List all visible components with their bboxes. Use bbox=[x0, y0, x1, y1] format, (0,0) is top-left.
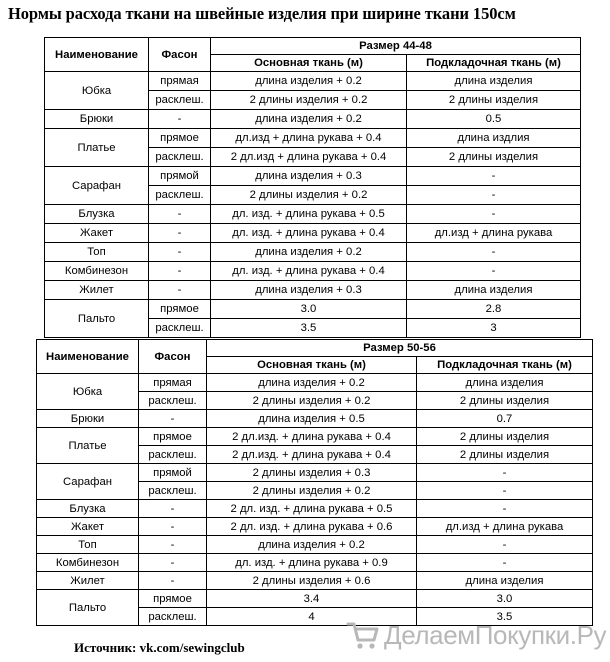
style-cell: - bbox=[139, 536, 207, 554]
main-fabric-cell: 2 дл.изд. + длина рукава + 0.4 bbox=[207, 428, 417, 446]
item-name-cell: Блузка bbox=[45, 205, 149, 224]
item-name-cell: Брюки bbox=[45, 110, 149, 129]
main-fabric-cell: 2 длины изделия + 0.2 bbox=[211, 186, 407, 205]
main-fabric-cell: 2 длины изделия + 0.3 bbox=[207, 464, 417, 482]
table-row bbox=[45, 72, 581, 91]
style-cell: - bbox=[149, 281, 211, 300]
main-fabric-cell: дл. изд. + длина рукава + 0.5 bbox=[211, 205, 407, 224]
lining-fabric-cell: 2 длины изделия bbox=[417, 392, 593, 410]
lining-fabric-cell: - bbox=[417, 500, 593, 518]
main-fabric-cell: 2 длины изделия + 0.2 bbox=[207, 392, 417, 410]
item-name-cell: Юбка bbox=[37, 374, 139, 410]
style-cell: расклеш. bbox=[139, 446, 207, 464]
lining-fabric-cell: 2 длины изделия bbox=[417, 428, 593, 446]
item-name-cell: Блузка bbox=[37, 500, 139, 518]
style-cell: прямое bbox=[139, 428, 207, 446]
shopping-cart-icon bbox=[346, 620, 380, 650]
main-fabric-cell: 2 длины изделия + 0.2 bbox=[207, 482, 417, 500]
style-cell: прямой bbox=[139, 464, 207, 482]
style-cell: прямая bbox=[139, 374, 207, 392]
item-name-cell: Жилет bbox=[45, 281, 149, 300]
lining-fabric-cell: - bbox=[407, 186, 581, 205]
item-name-cell: Платье bbox=[37, 428, 139, 464]
style-cell: - bbox=[149, 110, 211, 129]
item-name-cell: Комбинезон bbox=[45, 262, 149, 281]
style-cell: прямое bbox=[149, 129, 211, 148]
lining-fabric-cell: 2 длины изделия bbox=[407, 148, 581, 167]
table-row bbox=[45, 167, 581, 186]
main-fabric-cell: 3.0 bbox=[211, 300, 407, 319]
lining-fabric-cell: длина издлия bbox=[407, 129, 581, 148]
style-cell: - bbox=[149, 262, 211, 281]
main-fabric-cell: 4 bbox=[207, 608, 417, 626]
style-cell: прямое bbox=[149, 300, 211, 319]
column-header-main-fabric: Основная ткань (м) bbox=[207, 357, 417, 374]
header-row bbox=[45, 38, 581, 55]
column-header-name: Наименование bbox=[45, 38, 149, 72]
style-cell: прямой bbox=[149, 167, 211, 186]
style-cell: - bbox=[139, 500, 207, 518]
main-fabric-cell: 2 длины изделия + 0.2 bbox=[211, 91, 407, 110]
lining-fabric-cell: длина изделия bbox=[417, 374, 593, 392]
main-fabric-cell: 2 дл.изд + длина рукава + 0.4 bbox=[211, 148, 407, 167]
main-fabric-cell: 2 длины изделия + 0.6 bbox=[207, 572, 417, 590]
watermark-text: ДелаемПокупки.Ру bbox=[384, 619, 607, 650]
column-header-style: Фасон bbox=[149, 38, 211, 72]
style-cell: - bbox=[149, 205, 211, 224]
item-name-cell: Жакет bbox=[37, 518, 139, 536]
main-fabric-cell: дл. изд. + длина рукава + 0.4 bbox=[211, 262, 407, 281]
style-cell: - bbox=[139, 572, 207, 590]
style-cell: - bbox=[149, 243, 211, 262]
main-fabric-cell: длина изделия + 0.2 bbox=[207, 374, 417, 392]
style-cell: - bbox=[139, 518, 207, 536]
table-row bbox=[37, 536, 593, 554]
column-header-main-fabric: Основная ткань (м) bbox=[211, 55, 407, 72]
item-name-cell: Брюки bbox=[37, 410, 139, 428]
main-fabric-cell: 3.5 bbox=[211, 319, 407, 338]
lining-fabric-cell: 0.5 bbox=[407, 110, 581, 129]
table-row bbox=[45, 262, 581, 281]
main-fabric-cell: длина изделия + 0.3 bbox=[211, 281, 407, 300]
lining-fabric-cell: 2.8 bbox=[407, 300, 581, 319]
lining-fabric-cell: 3.5 bbox=[417, 608, 593, 626]
table-row bbox=[37, 500, 593, 518]
style-cell: расклеш. bbox=[149, 319, 211, 338]
lining-fabric-cell: 3 bbox=[407, 319, 581, 338]
main-fabric-cell: длина изделия + 0.5 bbox=[207, 410, 417, 428]
fabric-table-50-56 bbox=[36, 339, 593, 626]
lining-fabric-cell: длина изделия bbox=[407, 72, 581, 91]
main-fabric-cell: длина изделия + 0.2 bbox=[211, 110, 407, 129]
item-name-cell: Сарафан bbox=[37, 464, 139, 500]
lining-fabric-cell: - bbox=[417, 536, 593, 554]
item-name-cell: Юбка bbox=[45, 72, 149, 110]
table-row bbox=[45, 281, 581, 300]
table-row bbox=[45, 205, 581, 224]
style-cell: расклеш. bbox=[149, 186, 211, 205]
main-fabric-cell: 2 дл. изд. + длина рукава + 0.6 bbox=[207, 518, 417, 536]
table-row bbox=[37, 572, 593, 590]
style-cell: прямое bbox=[139, 590, 207, 608]
column-header-style: Фасон bbox=[139, 340, 207, 374]
lining-fabric-cell: 0.7 bbox=[417, 410, 593, 428]
lining-fabric-cell: длина изделия bbox=[407, 281, 581, 300]
main-fabric-cell: длина изделия + 0.2 bbox=[211, 72, 407, 91]
lining-fabric-cell: дл.изд + длина рукава bbox=[417, 518, 593, 536]
item-name-cell: Пальто bbox=[37, 590, 139, 626]
style-cell: - bbox=[139, 554, 207, 572]
main-fabric-cell: дл. изд. + длина рукава + 0.4 bbox=[211, 224, 407, 243]
header-row bbox=[37, 340, 593, 357]
lining-fabric-cell: 3.0 bbox=[417, 590, 593, 608]
fabric-table-44-48 bbox=[44, 37, 581, 338]
size-range-header: Размер 50-56 bbox=[207, 340, 593, 357]
style-cell: расклеш. bbox=[139, 482, 207, 500]
size-range-header: Размер 44-48 bbox=[211, 38, 581, 55]
table-row bbox=[37, 518, 593, 536]
lining-fabric-cell: - bbox=[407, 243, 581, 262]
table-row bbox=[45, 110, 581, 129]
lining-fabric-cell: 2 длины изделия bbox=[417, 446, 593, 464]
item-name-cell: Комбинезон bbox=[37, 554, 139, 572]
lining-fabric-cell: - bbox=[417, 464, 593, 482]
page-title: Нормы расхода ткани на швейные изделия при ширине ткани 150см bbox=[8, 4, 516, 23]
main-fabric-cell: длина изделия + 0.2 bbox=[207, 536, 417, 554]
main-fabric-cell: длина изделия + 0.3 bbox=[211, 167, 407, 186]
lining-fabric-cell: 2 длины изделия bbox=[407, 91, 581, 110]
main-fabric-cell: 3.4 bbox=[207, 590, 417, 608]
table-row bbox=[45, 129, 581, 148]
main-fabric-cell: длина изделия + 0.2 bbox=[211, 243, 407, 262]
column-header-lining-fabric: Подкладочная ткань (м) bbox=[417, 357, 593, 374]
lining-fabric-cell: - bbox=[407, 167, 581, 186]
item-name-cell: Жакет bbox=[45, 224, 149, 243]
main-fabric-cell: дл. изд. + длина рукава + 0.9 bbox=[207, 554, 417, 572]
table-row bbox=[37, 410, 593, 428]
table-row bbox=[37, 464, 593, 482]
watermark bbox=[346, 616, 606, 654]
table-row bbox=[45, 243, 581, 262]
style-cell: - bbox=[139, 410, 207, 428]
style-cell: расклеш. bbox=[149, 91, 211, 110]
column-header-name: Наименование bbox=[37, 340, 139, 374]
lining-fabric-cell: - bbox=[407, 205, 581, 224]
table-row bbox=[37, 374, 593, 392]
column-header-lining-fabric: Подкладочная ткань (м) bbox=[407, 55, 581, 72]
lining-fabric-cell: - bbox=[417, 554, 593, 572]
item-name-cell: Жилет bbox=[37, 572, 139, 590]
style-cell: расклеш. bbox=[139, 608, 207, 626]
style-cell: расклеш. bbox=[149, 148, 211, 167]
item-name-cell: Сарафан bbox=[45, 167, 149, 205]
style-cell: - bbox=[149, 224, 211, 243]
table-row bbox=[37, 554, 593, 572]
item-name-cell: Топ bbox=[45, 243, 149, 262]
item-name-cell: Платье bbox=[45, 129, 149, 167]
style-cell: прямая bbox=[149, 72, 211, 91]
main-fabric-cell: 2 дл. изд. + длина рукава + 0.5 bbox=[207, 500, 417, 518]
lining-fabric-cell: - bbox=[417, 482, 593, 500]
style-cell: расклеш. bbox=[139, 392, 207, 410]
item-name-cell: Топ bbox=[37, 536, 139, 554]
item-name-cell: Пальто bbox=[45, 300, 149, 338]
lining-fabric-cell: дл.изд + длина рукава bbox=[407, 224, 581, 243]
main-fabric-cell: дл.изд + длина рукава + 0.4 bbox=[211, 129, 407, 148]
lining-fabric-cell: - bbox=[407, 262, 581, 281]
source-note: Источник: vk.com/sewingclub bbox=[74, 640, 245, 655]
table-row bbox=[37, 590, 593, 608]
main-fabric-cell: 2 дл.изд. + длина рукава + 0.4 bbox=[207, 446, 417, 464]
table-row bbox=[45, 300, 581, 319]
table-row bbox=[37, 428, 593, 446]
table-row bbox=[45, 224, 581, 243]
lining-fabric-cell: длина изделия bbox=[417, 572, 593, 590]
